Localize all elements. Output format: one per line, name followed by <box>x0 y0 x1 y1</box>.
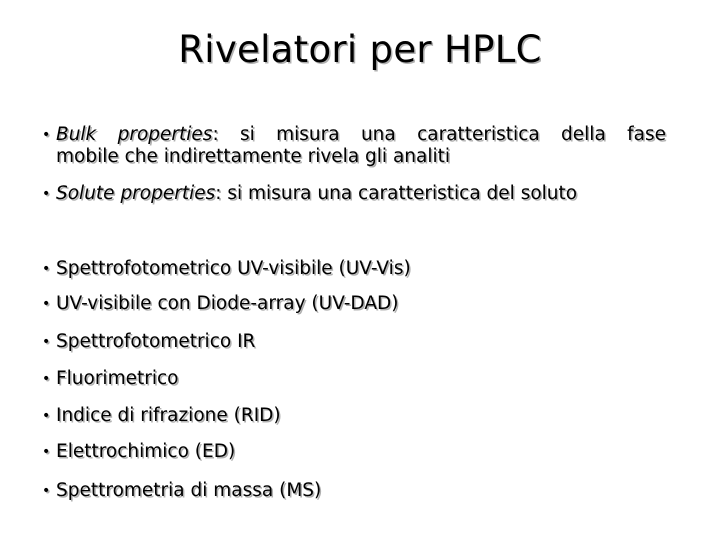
detector-item <box>42 258 666 280</box>
detector-label: Spettrofotometrico UV-visibile (UV-Vis) <box>56 258 411 279</box>
detector-item <box>42 293 666 315</box>
bulk-properties-line2: mobile che indirettamente rivela gli analiti <box>56 146 451 167</box>
bullet-icon: • <box>42 334 51 350</box>
bullet-item-bulk-properties <box>42 124 666 168</box>
bullet-icon: • <box>42 483 51 499</box>
detector-item <box>42 405 666 427</box>
detector-label: Elettrochimico (ED) <box>56 441 236 462</box>
detector-label: Spettrometria di massa (MS) <box>56 480 322 501</box>
detector-item <box>42 480 666 502</box>
detector-item <box>42 331 666 353</box>
detector-label: Indice di rifrazione (RID) <box>56 405 281 426</box>
bullet-icon: • <box>42 261 51 277</box>
detector-label: Fluorimetrico <box>56 368 179 389</box>
detector-label: Spettrofotometrico IR <box>56 331 256 352</box>
solute-properties-text: : si misura una caratteristica del soluto <box>215 183 578 204</box>
bulk-properties-text: : si misura una caratteristica della fase <box>212 124 666 145</box>
bullet-icon: • <box>42 408 51 424</box>
bullet-icon: • <box>42 371 51 387</box>
solute-properties-term: Solute properties <box>56 183 216 204</box>
bullet-icon: • <box>42 127 51 143</box>
bullet-icon: • <box>42 296 51 312</box>
bullet-icon: • <box>42 186 51 202</box>
bulk-properties-line1 <box>56 124 666 146</box>
bulk-properties-term: Bulk properties <box>56 124 213 145</box>
detector-label: UV-visibile con Diode-array (UV-DAD) <box>56 293 399 314</box>
bullet-icon: • <box>42 444 51 460</box>
slide-title: Rivelatori per HPLC <box>178 28 542 71</box>
detector-item <box>42 368 666 390</box>
bullet-item-solute-properties <box>42 183 666 205</box>
detector-item <box>42 441 666 463</box>
